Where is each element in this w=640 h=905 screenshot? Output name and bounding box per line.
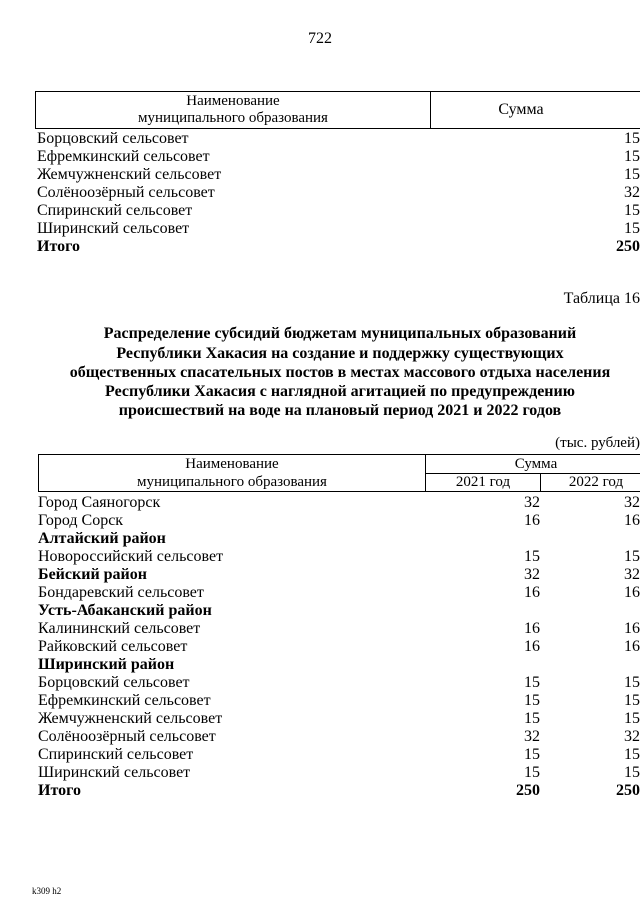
table2-total-2021: 250 [516, 782, 540, 799]
table1-row-name: Солёноозёрный сельсовет [37, 184, 215, 201]
table2-row-2021: 15 [524, 764, 540, 781]
table2-total-label: Итого [38, 782, 81, 799]
table2-row-2022: 16 [624, 584, 640, 601]
table2-name-header-line2: муниципального образования [137, 474, 327, 490]
table1-row-value: 15 [624, 220, 640, 237]
table2-row-2021: 15 [524, 674, 540, 691]
table1-total-value: 250 [616, 238, 640, 255]
table2-sum-header: Сумма [514, 456, 558, 472]
table1-total-label: Итого [37, 238, 80, 255]
table2-row-2022: 15 [624, 746, 640, 763]
table-label: Таблица 16 [563, 290, 640, 307]
table2-row-2021: 15 [524, 548, 540, 565]
table1-row-value: 15 [624, 148, 640, 165]
table2-row-name: Город Саяногорск [38, 494, 161, 511]
table2-row-2021: 16 [524, 620, 540, 637]
table1-row-value: 15 [624, 130, 640, 147]
table2-row-2021: 16 [524, 638, 540, 655]
table-title-line: общественных спасательных постов в местах массового отдыха населения [69, 364, 611, 381]
table2-row-name: Борцовский сельсовет [38, 674, 190, 691]
table2-row-2022: 15 [624, 692, 640, 709]
table2-row-2022: 32 [624, 566, 640, 583]
table1-name-header-line1: Наименование [186, 93, 280, 109]
table2-row-2022: 15 [624, 674, 640, 691]
table2-row-2021: 32 [524, 494, 540, 511]
table2-row-name: Город Сорск [38, 512, 124, 529]
table2-row-2021: 16 [524, 584, 540, 601]
table2-row-2021: 15 [524, 692, 540, 709]
table2-row-2021: 16 [524, 512, 540, 529]
table2-row-2022: 15 [624, 764, 640, 781]
table1-header-bottom [35, 128, 640, 129]
table2-district-heading: Ширинский район [38, 656, 175, 673]
table2-row-2022: 16 [624, 620, 640, 637]
table2-district-heading: Усть-Абаканский район [38, 602, 212, 619]
table2-row-2021: 32 [524, 728, 540, 745]
table1-row-name: Жемчужненский сельсовет [37, 166, 222, 183]
table1-row-name: Борцовский сельсовет [37, 130, 189, 147]
table1-row-name: Ефремкинский сельсовет [37, 148, 210, 165]
table2-row-2022: 16 [624, 512, 640, 529]
table2-row-name: Ефремкинский сельсовет [38, 692, 211, 709]
table1-row-name: Ширинский сельсовет [37, 220, 190, 237]
table2-row-2021: 32 [524, 566, 540, 583]
table1-top-border [35, 91, 640, 92]
table2-row-name: Райковский сельсовет [38, 638, 188, 655]
table1-sum-header: Сумма [498, 101, 544, 118]
table2-row-name: Ширинский сельсовет [38, 764, 191, 781]
table2-row-2022: 15 [624, 710, 640, 727]
footer-code: k309 h2 [32, 886, 62, 896]
table2-col-2021-header: 2021 год [455, 474, 511, 490]
table2-row-name: Солёноозёрный сельсовет [38, 728, 216, 745]
page-number: 722 [308, 30, 332, 47]
table1-row-value: 32 [624, 184, 640, 201]
table2-row-2022: 32 [624, 494, 640, 511]
table2-header-bottom [38, 491, 640, 492]
units-label: (тыс. рублей) [555, 435, 640, 451]
table2-row-2021: 15 [524, 746, 540, 763]
table2-row-name: Жемчужненский сельсовет [38, 710, 223, 727]
table2-total-2022: 250 [616, 782, 640, 799]
table1-row-name: Спиринский сельсовет [37, 202, 193, 219]
table2-row-name: Новороссийский сельсовет [38, 548, 224, 565]
table1-row-value: 15 [624, 202, 640, 219]
table2-row-2022: 32 [624, 728, 640, 745]
table2-row-name: Калининский сельсовет [38, 620, 201, 637]
table2-col-2022-header: 2022 год [568, 474, 624, 490]
table2-row-2022: 16 [624, 638, 640, 655]
table2-top-border [38, 454, 640, 455]
table2-row-name: Бондаревский сельсовет [38, 584, 204, 601]
table1-name-header-line2: муниципального образования [138, 110, 328, 126]
table-title-line: Распределение субсидий бюджетам муниципальных образований [103, 325, 577, 342]
table2-row-2021: 15 [524, 710, 540, 727]
table2-row-name: Спиринский сельсовет [38, 746, 194, 763]
table-title-line: Республики Хакасия на создание и поддержку существующих [116, 345, 564, 362]
table2-name-header-line1: Наименование [185, 456, 279, 472]
table2-district-heading: Бейский район [38, 566, 147, 583]
table2-row-2022: 15 [624, 548, 640, 565]
table-title-line: происшествий на воде на плановый период 2021 и 2022 годов [118, 402, 562, 419]
table2-district-heading: Алтайский район [38, 530, 166, 547]
table-title-line: Республики Хакасия с наглядной агитацией по предупреждению [105, 383, 575, 400]
table1-row-value: 15 [624, 166, 640, 183]
